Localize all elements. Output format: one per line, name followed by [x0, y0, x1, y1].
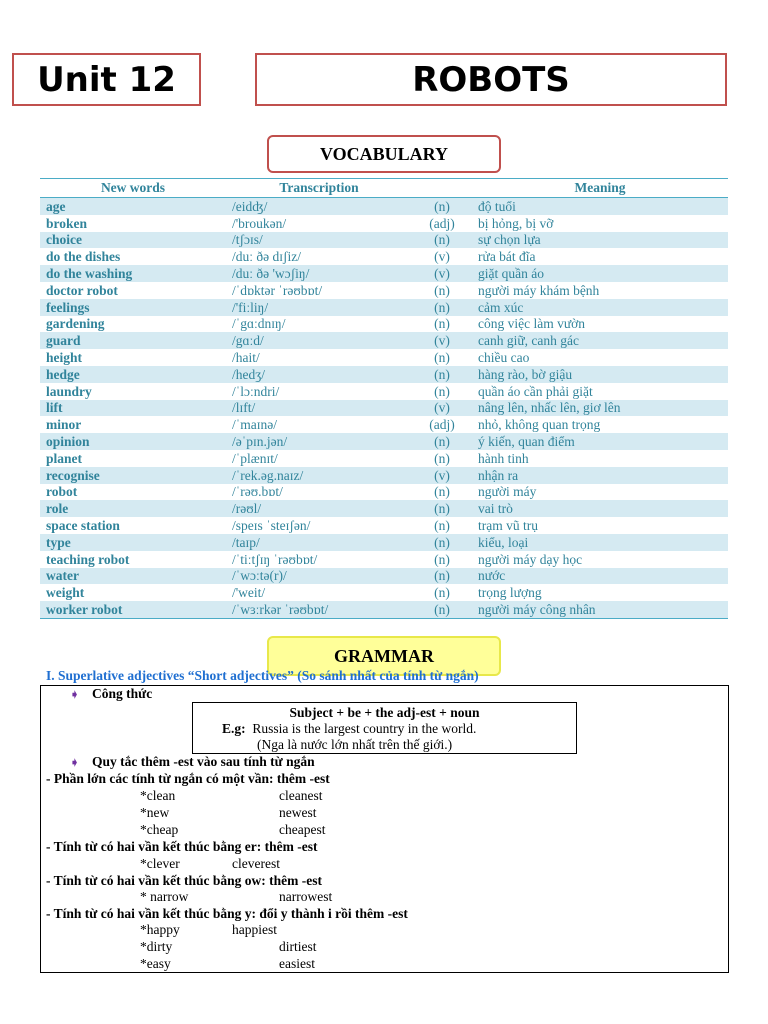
- example-base: *dirty: [140, 939, 173, 954]
- vocab-transcription: /speɪs ˈsteɪʃən/: [232, 518, 311, 534]
- vocab-transcription: /ˈgɑːdnɪŋ/: [232, 316, 286, 332]
- table-row: [40, 584, 728, 601]
- vocab-transcription: /ˈrəʊ.bɒt/: [232, 484, 283, 500]
- vocab-meaning: chiều cao: [478, 350, 530, 366]
- grammar-section-title: I. Superlative adjectives “Short adjectives” (So sánh nhất của tính từ ngắn): [46, 668, 479, 683]
- formula-label: Công thức: [92, 686, 153, 701]
- vocab-transcription: /əˈpɪn.jən/: [226, 433, 412, 450]
- example-translation: (Nga là nước lớn nhất trên thế giới.): [257, 737, 453, 752]
- table-row: [40, 215, 728, 232]
- vocab-word: space station: [46, 518, 120, 534]
- example-base: [140, 856, 180, 872]
- table-row: [40, 383, 728, 400]
- bullet-arrow-icon: ➧: [70, 757, 80, 769]
- vocab-meaning: nước: [472, 568, 728, 585]
- table-row: [40, 534, 728, 551]
- vocab-part-of-speech: (v): [412, 332, 472, 349]
- vocab-meaning: độ tuổi: [472, 198, 728, 215]
- table-row: [40, 484, 728, 501]
- example-base: *easy: [140, 956, 171, 971]
- vocabulary-table: [40, 178, 728, 619]
- vocab-word: broken: [46, 215, 88, 231]
- vocab-transcription: /'broukən/: [232, 215, 287, 231]
- vocab-word: do the dishes: [46, 249, 121, 265]
- example-base-text: *clever: [140, 856, 180, 871]
- vocab-meaning: canh giữ, canh gác: [472, 332, 728, 349]
- vocab-transcription: /tʃɔɪs/: [226, 232, 412, 249]
- vocab-part-of-speech: (n): [434, 282, 450, 298]
- vocab-word: guard: [40, 332, 226, 349]
- vocab-word: height: [46, 350, 83, 366]
- vocab-word: choice: [40, 232, 226, 249]
- vocab-word: doctor robot: [46, 282, 118, 298]
- table-row: [40, 551, 728, 568]
- column-header-transcription: Transcription: [226, 179, 412, 198]
- vocab-word: teaching robot: [46, 551, 130, 567]
- vocab-part-of-speech: (n): [434, 518, 450, 534]
- example-base: *clean: [140, 788, 176, 803]
- vocab-transcription: /ˈwɜːrkər ˈrəʊbɒt/: [226, 601, 412, 618]
- table-row: [40, 433, 728, 450]
- vocab-transcription: /eidʤ/: [226, 198, 412, 215]
- vocab-word: hedge: [40, 366, 226, 383]
- table-row: [40, 517, 728, 534]
- grammar-heading: GRAMMAR: [267, 636, 501, 676]
- vocab-part-of-speech: (v): [412, 400, 472, 417]
- rule-4: - Tính từ có hai vần kết thúc bằng y: đổi y thành i rồi thêm -est: [46, 906, 408, 921]
- table-row: [40, 316, 728, 333]
- vocab-part-of-speech: (n): [412, 299, 472, 316]
- vocab-part-of-speech: (n): [434, 350, 450, 366]
- vocab-part-of-speech: (n): [434, 585, 450, 601]
- vocab-part-of-speech: (n): [434, 450, 450, 466]
- example-base: *cheap: [140, 822, 179, 837]
- vocab-transcription: /ˈlɔːndri/: [232, 383, 280, 399]
- rule-label: Quy tắc thêm -est vào sau tính từ ngắn: [92, 754, 315, 769]
- page-title: ROBOTS: [255, 53, 727, 106]
- example-base: [140, 922, 180, 938]
- vocab-part-of-speech: (n): [412, 198, 472, 215]
- vocab-part-of-speech: (n): [434, 484, 450, 500]
- vocab-meaning: vai trò: [472, 500, 728, 517]
- example-result: newest: [279, 805, 317, 820]
- example-result: cleanest: [279, 788, 323, 803]
- vocab-meaning: nhận ra: [472, 467, 728, 484]
- vocab-meaning: người máy công nhân: [472, 601, 728, 618]
- vocab-word: recognise: [40, 467, 226, 484]
- vocab-part-of-speech: (n): [434, 316, 450, 332]
- vocab-word: water: [40, 568, 226, 585]
- vocab-meaning: trạm vũ trụ: [478, 518, 538, 534]
- example-result: dirtiest: [279, 939, 317, 954]
- vocab-part-of-speech: (v): [434, 249, 450, 265]
- table-row: [40, 416, 728, 433]
- vocab-part-of-speech: (n): [412, 433, 472, 450]
- table-row: [40, 400, 728, 417]
- vocab-transcription: /ˈdɒktər ˈrəʊbɒt/: [232, 282, 323, 298]
- vocab-transcription: /duː ðə 'wɔʃiŋ/: [226, 265, 412, 282]
- vocab-transcription: /hait/: [232, 350, 260, 366]
- vocab-word: gardening: [46, 316, 105, 332]
- vocab-transcription: /'fiːliŋ/: [226, 299, 412, 316]
- vocab-meaning: hành tinh: [478, 450, 529, 466]
- example-result: cleverest: [232, 856, 280, 871]
- table-row: [40, 232, 728, 249]
- formula-item: [70, 686, 152, 703]
- vocab-meaning: cảm xúc: [472, 299, 728, 316]
- table-row: [40, 332, 728, 349]
- column-header-new-words: New words: [40, 179, 226, 198]
- vocab-transcription: /ˈtiːtʃɪŋ ˈrəʊbɒt/: [232, 551, 318, 567]
- vocab-transcription: /rəʊl/: [226, 500, 412, 517]
- vocab-meaning: sự chọn lựa: [472, 232, 728, 249]
- vocab-transcription: /'weit/: [232, 585, 266, 601]
- vocab-transcription: /ˈwɔːtə(r)/: [226, 568, 412, 585]
- vocab-part-of-speech: (n): [412, 500, 472, 517]
- rule-2: - Tính từ có hai vần kết thúc bằng er: thêm -est: [46, 839, 318, 854]
- formula-text: Subject + be + the adj-est + noun: [289, 705, 480, 720]
- example-result: easiest: [279, 956, 315, 971]
- vocab-part-of-speech: (n): [412, 568, 472, 585]
- example-base: * narrow: [140, 889, 189, 904]
- vocab-word: planet: [46, 450, 83, 466]
- vocab-meaning: nâng lên, nhấc lên, giơ lên: [472, 400, 728, 417]
- vocab-word: weight: [46, 585, 85, 601]
- table-row: [40, 601, 728, 618]
- example-result: happiest: [232, 922, 277, 937]
- vocab-word: lift: [40, 400, 226, 417]
- table-row: [40, 500, 728, 517]
- vocab-meaning: rửa bát đĩa: [478, 249, 536, 265]
- vocabulary-header-row: [40, 179, 728, 198]
- vocab-transcription: /gɑːd/: [226, 332, 412, 349]
- vocab-transcription: /ˈrek.əg.naɪz/: [226, 467, 412, 484]
- unit-label: Unit 12: [12, 53, 201, 106]
- table-row: [40, 349, 728, 366]
- table-row: [40, 568, 728, 585]
- vocab-part-of-speech: (adj): [429, 417, 455, 433]
- example-base-text: *happy: [140, 922, 180, 937]
- vocab-meaning: giặt quần áo: [472, 265, 728, 282]
- example-base: *new: [140, 805, 170, 820]
- vocab-word: laundry: [46, 383, 92, 399]
- table-row: [40, 248, 728, 265]
- column-header-meaning: Meaning: [472, 179, 728, 198]
- rule-3: - Tính từ có hai vần kết thúc bằng ow: thêm -est: [46, 873, 322, 888]
- vocabulary-heading: VOCABULARY: [267, 135, 501, 173]
- vocab-part-of-speech: (v): [412, 467, 472, 484]
- vocabulary-body: [40, 198, 728, 619]
- vocab-transcription: /hedʒ/: [226, 366, 412, 383]
- vocab-transcription: /taɪp/: [226, 534, 412, 551]
- formula-box: [192, 702, 577, 754]
- vocab-meaning: nhỏ, không quan trọng: [478, 417, 601, 433]
- bullet-arrow-icon: ➧: [70, 689, 80, 701]
- table-row: [40, 282, 728, 299]
- vocab-part-of-speech: (n): [412, 534, 472, 551]
- vocab-word: role: [40, 500, 226, 517]
- vocab-meaning: kiểu, loại: [472, 534, 728, 551]
- example-line: [222, 721, 476, 737]
- vocab-part-of-speech: (n): [412, 601, 472, 618]
- vocab-part-of-speech: (n): [434, 551, 450, 567]
- example-text: Russia is the largest country in the world.: [252, 721, 477, 736]
- vocab-meaning: ý kiến, quan điểm: [472, 433, 728, 450]
- vocab-transcription: /duː ðə dɪʃiz/: [232, 249, 301, 265]
- vocab-meaning: trọng lượng: [478, 585, 542, 601]
- rule-1: - Phần lớn các tính từ ngắn có một vần: thêm -est: [46, 771, 330, 786]
- vocab-transcription: /lɪft/: [226, 400, 412, 417]
- vocab-part-of-speech: (n): [412, 232, 472, 249]
- table-row: [40, 450, 728, 467]
- example-result: narrowest: [279, 889, 333, 904]
- vocab-transcription: /ˈmaɪnə/: [232, 417, 277, 433]
- vocab-word: age: [40, 198, 226, 215]
- vocab-word: robot: [46, 484, 78, 500]
- example-label: E.g:: [222, 721, 246, 736]
- vocab-part-of-speech: (v): [412, 265, 472, 282]
- vocab-meaning: người máy khám bệnh: [478, 282, 600, 298]
- vocab-meaning: quần áo cần phải giặt: [478, 383, 593, 399]
- vocab-word: minor: [46, 417, 82, 433]
- vocab-transcription: /ˈplænɪt/: [232, 450, 278, 466]
- vocab-meaning: người máy: [478, 484, 537, 500]
- table-row: [40, 366, 728, 383]
- table-row: [40, 467, 728, 484]
- vocab-meaning: công việc làm vườn: [478, 316, 586, 332]
- example-result: cheapest: [279, 822, 326, 837]
- vocab-word: feelings: [40, 299, 226, 316]
- vocab-word: type: [40, 534, 226, 551]
- vocab-meaning: bị hỏng, bị vỡ: [478, 215, 554, 231]
- vocab-word: do the washing: [40, 265, 226, 282]
- vocab-part-of-speech: (adj): [429, 215, 455, 231]
- table-row: [40, 265, 728, 282]
- table-row: [40, 299, 728, 316]
- vocab-part-of-speech: (n): [434, 383, 450, 399]
- vocab-part-of-speech: (n): [412, 366, 472, 383]
- vocab-word: opinion: [40, 433, 226, 450]
- table-row: [40, 198, 728, 215]
- vocab-word: worker robot: [40, 601, 226, 618]
- vocab-meaning: hàng rào, bờ giậu: [472, 366, 728, 383]
- vocab-meaning: người máy dạy học: [478, 551, 583, 567]
- rule-item: [70, 754, 315, 771]
